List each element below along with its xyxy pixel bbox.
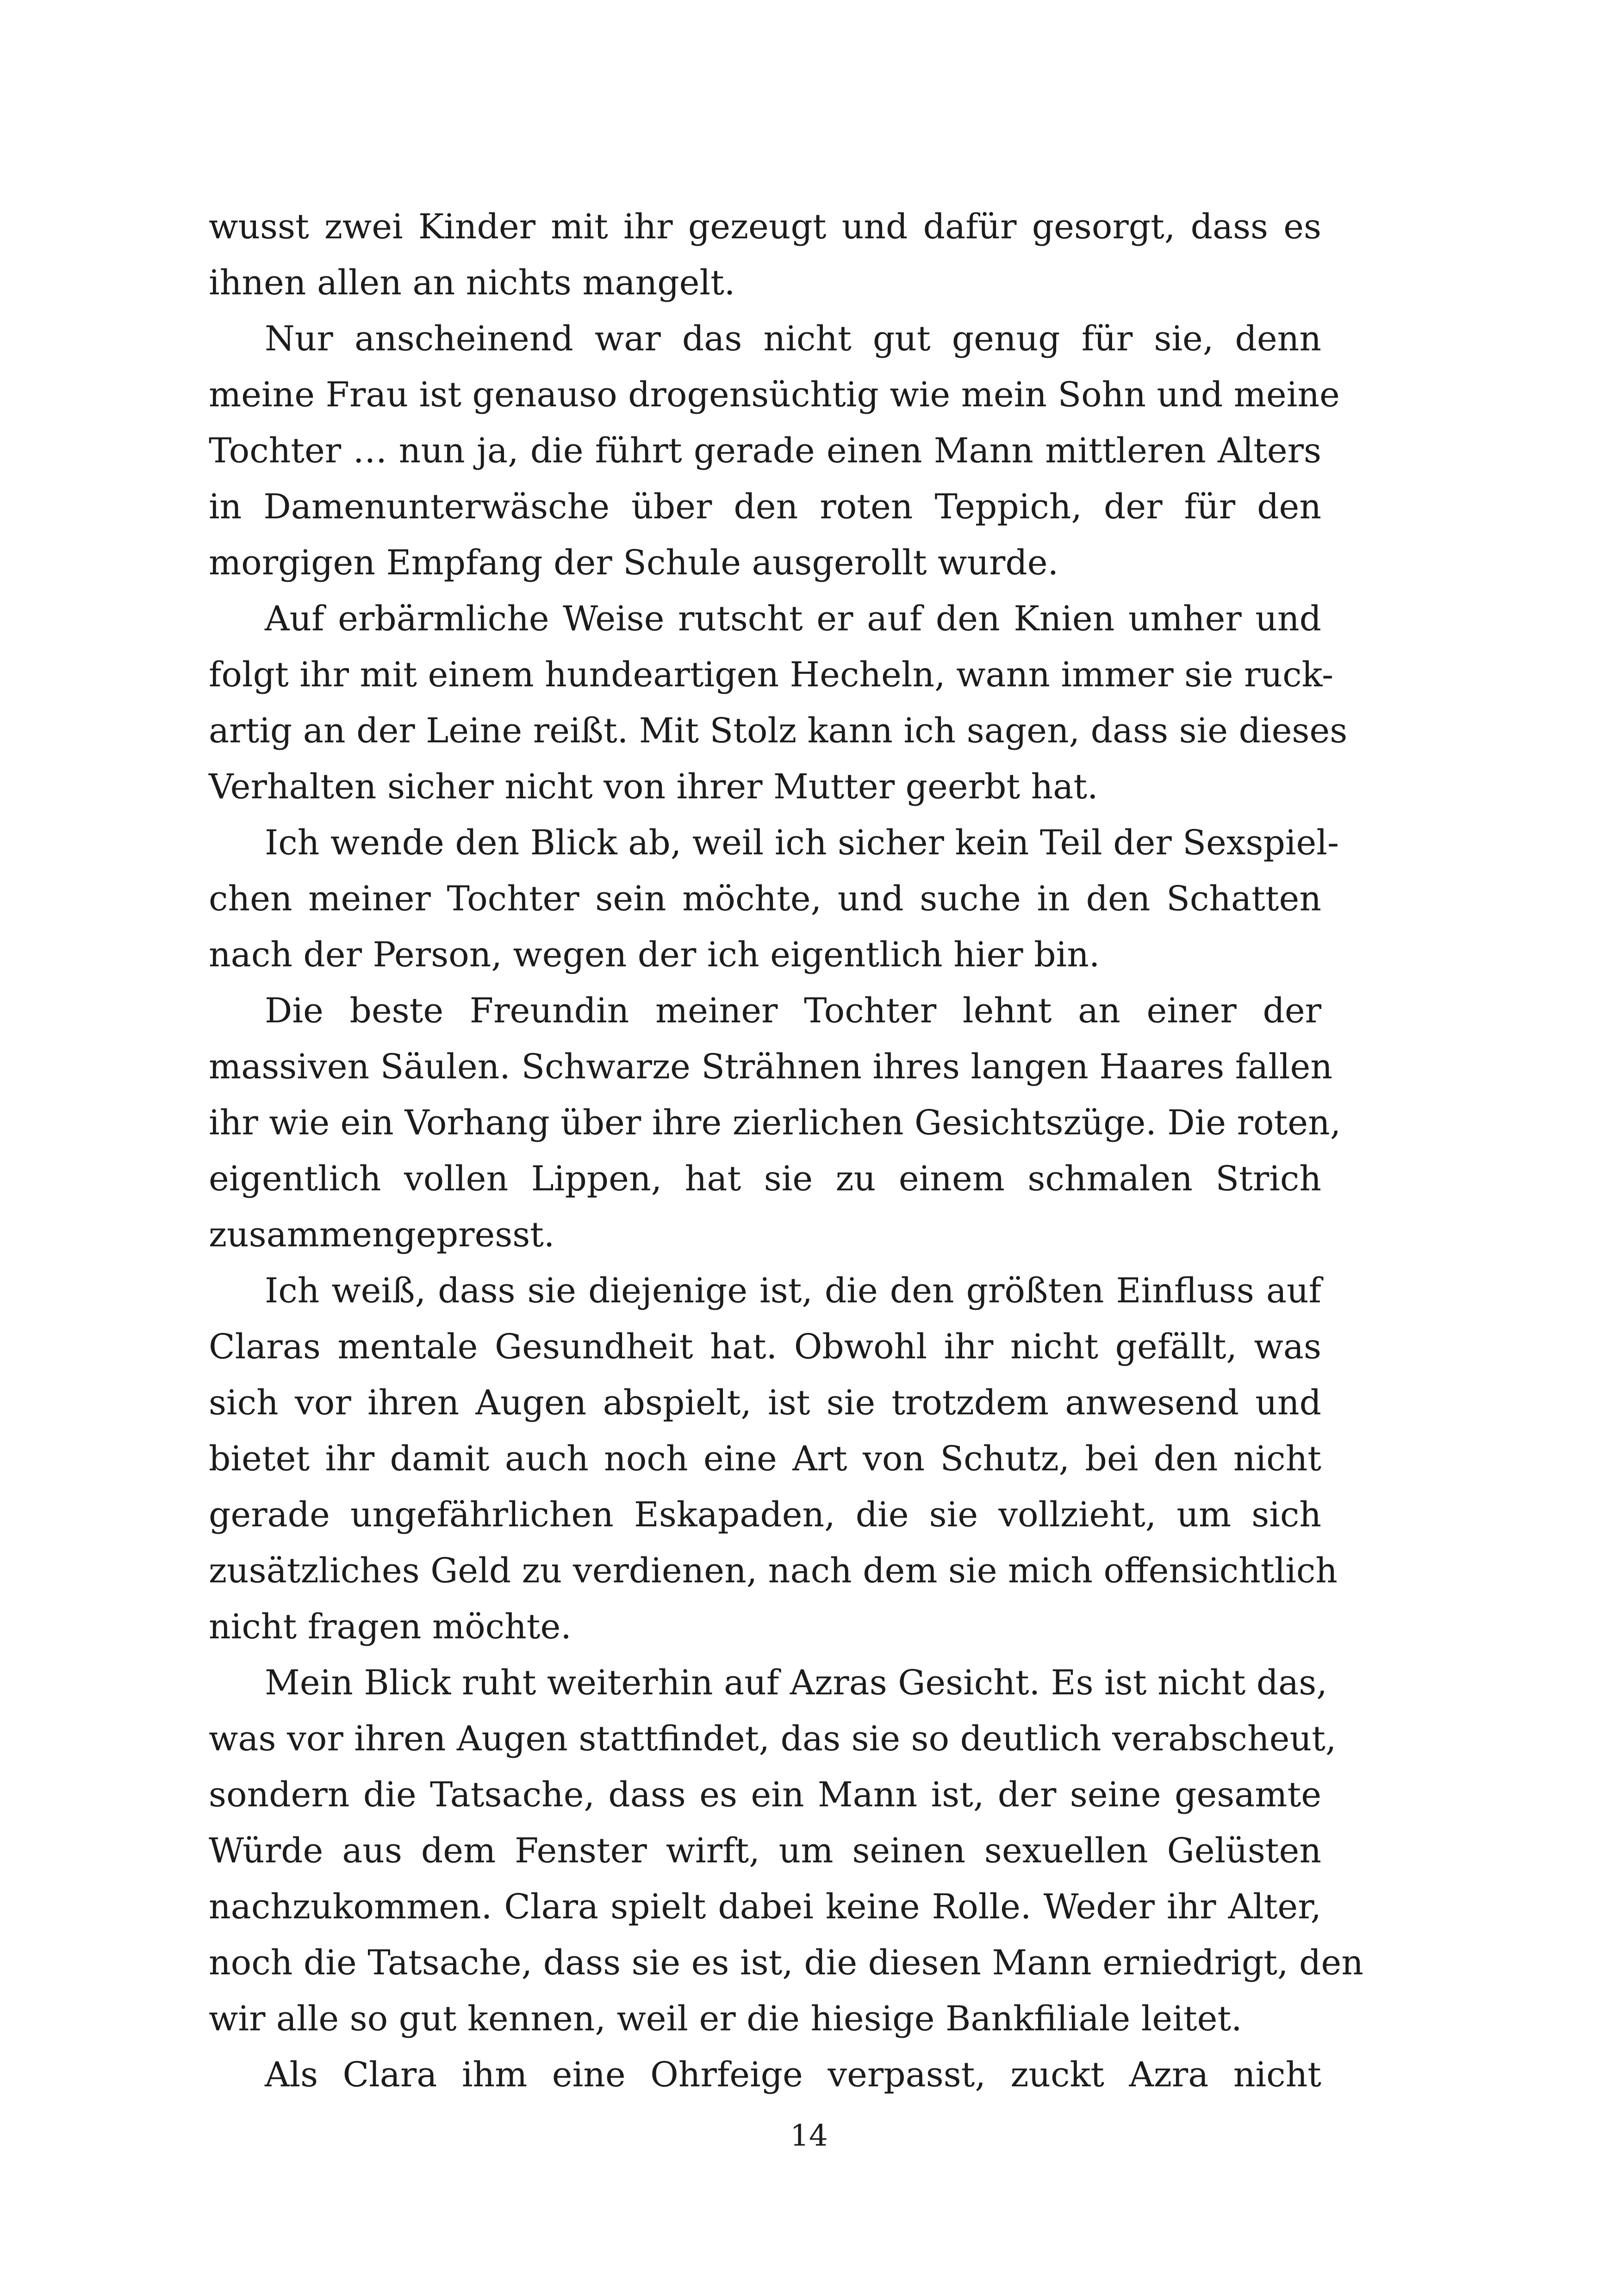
body-text — [209, 199, 1363, 2103]
paragraph — [209, 815, 1339, 983]
text-line: massiven Säulen. Schwarze Strähnen ihres langen Haares fallen — [209, 1047, 1332, 1087]
text-line: Würde aus dem Fenster wirft, um seinen sexuellen Gelüsten — [209, 1831, 1321, 1871]
text-line: Als Clara ihm eine Ohrfeige verpasst, zuckt Azra nicht — [265, 2055, 1321, 2095]
text-line: meine Frau ist genauso drogensüchtig wie mein Sohn und meine — [209, 375, 1340, 415]
text-line: nachzukommen. Clara spielt dabei keine Rolle. Weder ihr Alter, — [209, 1887, 1321, 1927]
paragraph — [209, 199, 1321, 311]
text-line: chen meiner Tochter sein möchte, und suche in den Schatten — [209, 879, 1321, 919]
text-line: morgigen Empfang der Schule ausgerollt wurde. — [209, 543, 1059, 583]
text-line: Auf erbärmliche Weise rutscht er auf den Knien umher und — [265, 599, 1321, 639]
paragraph — [209, 2047, 1321, 2103]
text-line: folgt ihr mit einem hundeartigen Hecheln, wann immer sie ruck- — [209, 655, 1334, 695]
text-line: in Damenunterwäsche über den roten Teppich, der für den — [209, 487, 1321, 527]
text-line: ihr wie ein Vorhang über ihre zierlichen Gesichtszüge. Die roten, — [209, 1103, 1341, 1143]
text-line: eigentlich vollen Lippen, hat sie zu einem schmalen Strich — [209, 1159, 1321, 1199]
paragraph — [209, 1655, 1363, 2047]
text-line: bietet ihr damit auch noch eine Art von Schutz, bei den nicht — [209, 1439, 1321, 1479]
text-line: Tochter … nun ja, die führt gerade einen Mann mittleren Alters — [209, 431, 1321, 471]
text-line: Mein Blick ruht weiterhin auf Azras Gesicht. Es ist nicht das, — [265, 1663, 1327, 1703]
text-line: wusst zwei Kinder mit ihr gezeugt und dafür gesorgt, dass es — [209, 207, 1321, 247]
paragraph — [209, 311, 1340, 591]
text-line: sich vor ihren Augen abspielt, ist sie trotzdem anwesend und — [209, 1383, 1321, 1423]
text-line: ihnen allen an nichts mangelt. — [209, 263, 735, 303]
text-line: wir alle so gut kennen, weil er die hiesige Bankfiliale leitet. — [209, 1999, 1242, 2039]
text-line: nicht fragen möchte. — [209, 1607, 572, 1647]
text-line: Claras mentale Gesundheit hat. Obwohl ihr nicht gefällt, was — [209, 1327, 1321, 1367]
text-line: artig an der Leine reißt. Mit Stolz kann ich sagen, dass sie dieses — [209, 711, 1348, 751]
text-line: Ich weiß, dass sie diejenige ist, die den größten Einfluss auf — [265, 1271, 1321, 1311]
paragraph — [209, 1263, 1338, 1655]
text-line: Die beste Freundin meiner Tochter lehnt an einer der — [265, 991, 1321, 1031]
text-line: Nur anscheinend war das nicht gut genug für sie, denn — [265, 319, 1321, 359]
text-line: zusammengepresst. — [209, 1215, 555, 1255]
text-line: noch die Tatsache, dass sie es ist, die diesen Mann erniedrigt, den — [209, 1943, 1363, 1983]
text-line: Verhalten sicher nicht von ihrer Mutter geerbt hat. — [209, 767, 1098, 807]
text-line: zusätzliches Geld zu verdienen, nach dem sie mich offensichtlich — [209, 1551, 1338, 1591]
page-number: 14 — [790, 2119, 828, 2153]
paragraph — [209, 983, 1341, 1263]
text-line: nach der Person, wegen der ich eigentlich hier bin. — [209, 935, 1100, 975]
paragraph — [209, 591, 1348, 815]
text-line: Ich wende den Blick ab, weil ich sicher kein Teil der Sexspiel- — [265, 823, 1339, 863]
text-line: was vor ihren Augen stattfindet, das sie so deutlich verabscheut, — [209, 1719, 1337, 1759]
text-line: gerade ungefährlichen Eskapaden, die sie vollzieht, um sich — [209, 1495, 1321, 1535]
text-line: sondern die Tatsache, dass es ein Mann ist, der seine gesamte — [209, 1775, 1321, 1815]
